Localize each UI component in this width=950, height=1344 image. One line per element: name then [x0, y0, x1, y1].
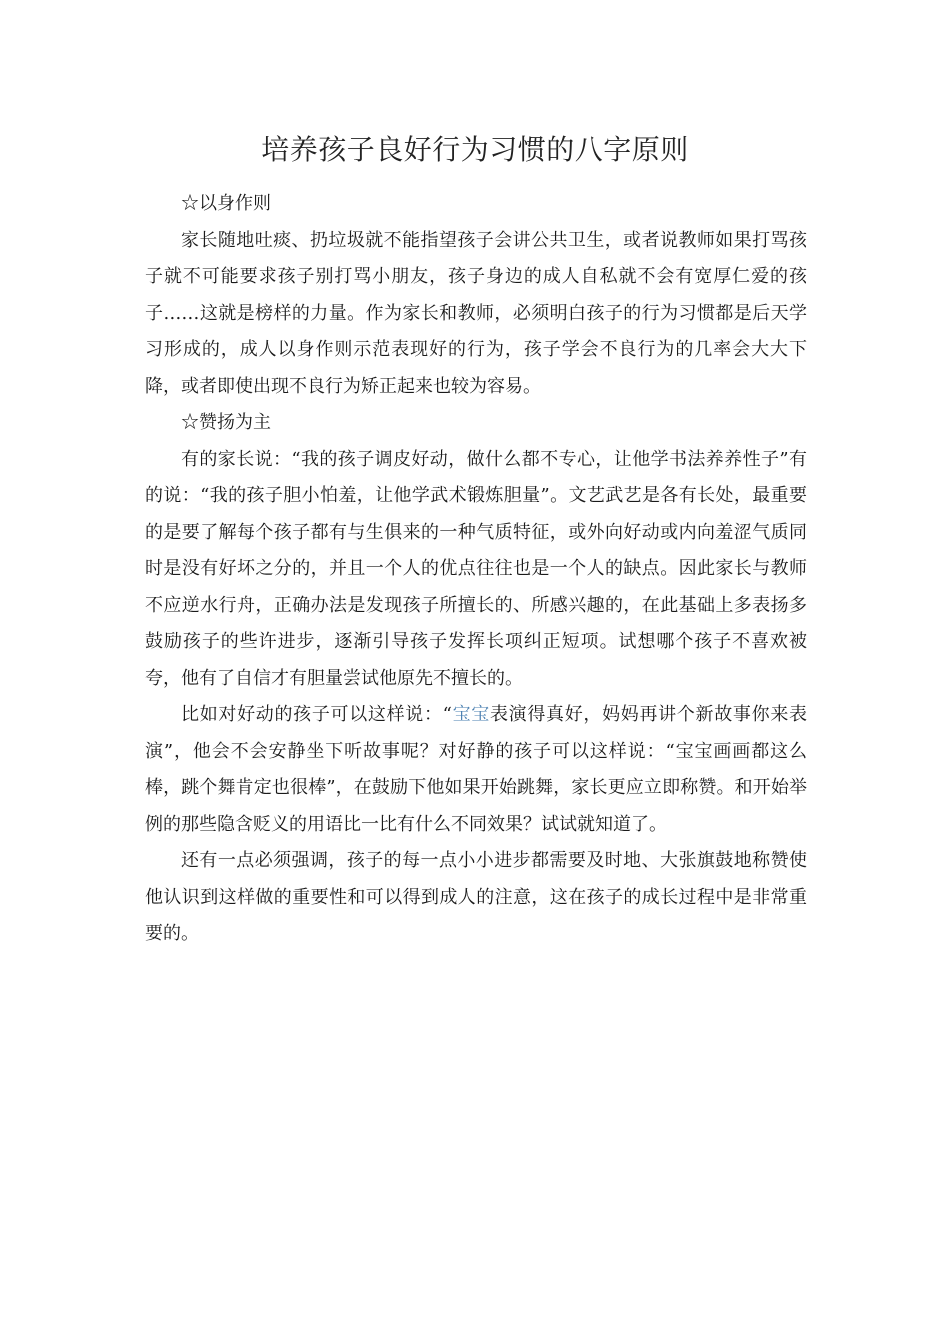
paragraph-final: 还有一点必须强调，孩子的每一点小小进步都需要及时地、大张旗鼓地称赞使他认识到这样做的重要性和可以得到成人的注意，这在孩子的成长过程中是非常重要的。	[145, 850, 807, 944]
example-text-before: 比如对好动的孩子可以这样说：“	[181, 704, 452, 725]
paragraph-example	[145, 697, 807, 843]
paragraph-praise-first: 有的家长说：“我的孩子调皮好动，做什么都不专心，让他学书法养养性子”有的说：“我的孩子胆小怕羞，让他学武术锻炼胆量”。文艺武艺是各有长处，最重要的是要了解每个孩子都有与生俱来的一种气质特征，或外向好动或内向羞涩气质同时是没有好坏之分的，并且一个人的优点往往也是一个人的缺点。因此家长与教师不应逆水行舟，正确办法是发现孩子所擅长的、所感兴趣的，在此基础上多表扬多鼓励孩子的些许进步，逐渐引导孩子发挥长项纠正短项。试想哪个孩子不喜欢被夸，他有了自信才有胆量尝试他原先不擅长的。	[145, 448, 807, 689]
document-body	[145, 186, 807, 953]
section-heading-praise-first: ☆赞扬为主	[181, 412, 271, 433]
example-highlight-link[interactable]: 宝宝	[451, 704, 490, 725]
paragraph-lead-by-example: 家长随地吐痰、扔垃圾就不能指望孩子会讲公共卫生，或者说教师如果打骂孩子就不可能要求孩子别打骂小朋友，孩子身边的成人自私就不会有宽厚仁爱的孩子……这就是榜样的力量。作为家长和教师，必须明白孩子的行为习惯都是后天学习形成的，成人以身作则示范表现好的行为，孩子学会不良行为的几率会大大下降，或者即使出现不良行为矫正起来也较为容易。	[145, 229, 807, 397]
section-heading-lead-by-example: ☆以身作则	[181, 193, 271, 214]
example-text-after: 表演得真好，妈妈再讲个新故事你来表演”，他会不会安静坐下听故事呢？对好静的孩子可以这样说：“宝宝画画都这么棒，跳个舞肯定也很棒”，在鼓励下他如果开始跳舞，家长更应立即称赞。和开始举例的那些隐含贬义的用语比一比有什么不同效果？试试就知道了。	[145, 704, 808, 835]
document-title: 培养孩子良好行为习惯的八字原则	[261, 133, 689, 166]
